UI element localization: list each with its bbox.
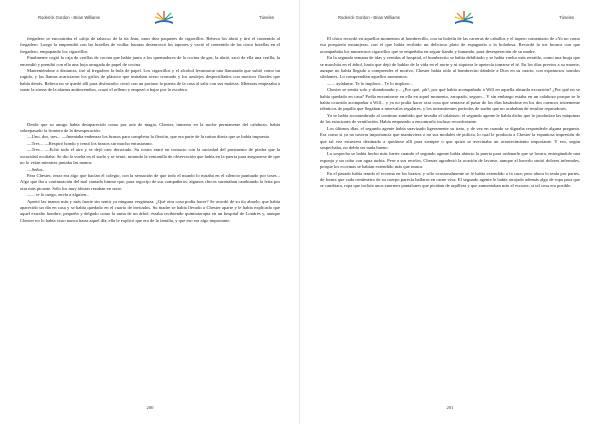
- paragraph: El chico recordó en aquellos momentos al hombrecillo, con su boletín de las carreras de caballos y el áspero comentario de «Yo no como esa porquería extranjera» con el que había recibido un delicioso plato de espaguetis a la boloñesa. Recordó la tos bronca con que acompañaba los numerosos cigarrillos que se empeñaba en seguir liando y fumando, para desesperación de su madre.: [320, 36, 580, 54]
- right-page-body: [314, 36, 586, 190]
- paragraph: La sospecha se había hecho más fuerte cuando el segundo agente había abierto la puerta para ordenarle que se lavara, entregándole una esponja y un cubo con agua turbia. Pese a sus recelos, Chester agradeció la ocasión de lavarse, aunque al hacerlo sintió dolores infernales, porque los eccemas se habían extendido más que nunca.: [320, 151, 580, 170]
- paragraph: En el pasado había tenido el eccema en los brazos, y sólo ocasionalmente se le había extendido a la cara; pero ahora lo tenía por partes, de forma que cada centímetro de su cuerpo parecía hallarse en carne viva. El segundo agente le había arrojado además algo de ropa para que se cambiara, ropa que incluía unos enormes pantalones que picaban de arpillera y que aumentaban más el escozor, si tal cosa era posible.: [320, 170, 580, 189]
- paragraph: —Tres... —Echó todo el aire y se dejó caer derrotado. Su rostro entró en contacto con la suciedad del pavimento de piedra que la oscuridad ocultaba. Se dio la vuelta en el suelo y se sentó, mirando la ventanilla de observación que había en la puerta para asegurarse de que no lo veían mientras juntaba las manos.: [20, 147, 280, 166]
- paragraph: —... ayúdame. Te lo imploro... Te lo imploro...: [327, 80, 413, 86]
- header-author: Roderick Gordon - Brian Williams: [338, 15, 400, 20]
- left-page-body: [14, 36, 286, 224]
- paragraph: —Señor...: [27, 166, 46, 172]
- header-title: Túneles: [559, 15, 574, 20]
- paragraph: —... te lo ruego, envía a alguien...: [27, 192, 90, 198]
- paragraph: Apretó las manos más y más fuerte sin sentir ya ninguna vergüenza. ¿Qué otra cosa podía hacer? Se acordó de su tío abuelo, que había aparecido un día en casa y se había quedado en el cuarto de invitados. Su madre se había llevado a Chester aparte y le había explicado que aquel extraño hombre, pequeño y delgado como la rama de un árbol, estaba recibiendo quimioterapia en un hospital de Londres y, aunque Chester no lo había visto nunca hasta aquel día, ella le explicó que era de la familia, y que eso era algo importante.: [20, 198, 280, 223]
- right-page: [300, 0, 600, 424]
- paragraph: Los últimos días, el segundo agente había suavizado ligeramente su trato, y de vez en cuando se dignaba responderle alguna pregunta. Era como si ya no tuviera importancia que mantuviera o no sus modales de policía, lo cual le producía a Chester la espantosa impresión de que tal vez estuviera destinado a quedarse allí para siempre o que quizá se avecinaba un acontecimiento importante. Y eso, según sospechaba, no debía ser nada bueno.: [320, 125, 580, 150]
- paragraph: Chester se sentía solo y abandonado y... ¿Por qué, ¡ah!, por qué había acompañado a Will en aquella absurda excursión? ¿Por qué no se había quedado en casa? Podía encontrarse en ella en aquel momento, arropado, seguro... Y sin embargo estaba en un calabozo porque se le había ocurrido acompañar a Will... y ya no podía hacer otra cosa que sentarse al pasar de los días basándose en los dos cuencos tristemente idénticos de papilla que llegaban a intervalos regulares, y los intermitentes períodos de sueño que no acababan de resultar reparadores.: [320, 87, 580, 112]
- book-logo-icon: [152, 8, 176, 28]
- paragraph: fregadero se encontraba el «alijo de tabaco» de la tía Jean, unos diez paquetes de cigarrillos. Rebeca los abrió y tiró el contenido al fregadero. Luego la emprendió con las botellas de vodka: baratas desenroscó los tapones y vació el contenido de las cinco botellas en el fregadero, empapando los cigarrillos.: [20, 36, 280, 54]
- paragraph: Manteniéndose a distancia, tiró al fregadero la bola de papel. Los cigarrillos y el alcohol levantaron una llamarada que subió como un rugido, y las llamas acariciaron los grifos de plástico que imitaban acero cromado y los azulejos desportillados con motivos florales que había detrás. Rebeca no se quedó allí para disfrutarlo: cerró con un portazo la puerta de la casa al salir con sus maletas. Mientras empezaba a sonar la sirena de la alarma antiincendios, cruzó el relleno y empezó a bajar por la escalera.: [20, 68, 280, 93]
- paragraph: Ya se había acostumbrado al continuo zumbido que invadía el calabozo: el segundo agente le había dicho que lo producían las máquinas de las estaciones de ventilación. Había empezado a encontrarlo incluso reconfortante.: [320, 112, 580, 125]
- page-number: 200: [146, 405, 154, 410]
- page-header: [314, 6, 586, 30]
- header-author: Roderick Gordon - Brian Williams: [38, 15, 100, 20]
- page-header: [14, 6, 286, 30]
- paragraph: Desde que su amigo había desaparecido como por arte de magia, Chester, inmerso en la noche permanente del calabozo, había sobrepasado la frontera de la desesperación.: [20, 121, 280, 134]
- book-logo-icon: [452, 8, 476, 28]
- paragraph: —Uno, dos, tres... —Intentaba endenzar los brazos para completar la flexión, que era parte de la rutina diaria que se había impuesto.: [27, 134, 271, 140]
- paragraph: Finalmente cogió la caja de cerillas de cocina que había junto a los quemadores de la cocina de gas, la abrió, sacó de ella una cerilla, la encendió y prendió con ella una hoja arrugada de papel de cocina.: [20, 55, 280, 67]
- paragraph: En la segunda semana de idas y venidas al hospital, el hombrecito se había debilitado y se había vuelto más retraído, como una bruja que se marchita en el árbol, hasta que dejó de hablar de la vida en el norte y ni siquiera le apetecía tomarse el té. En los días previos a su muerte, aunque no había llegado a comprender el motivo, Chester había oído al hombrecito dándole a Dios en su cuarto, con espantosos sonidos sibilantes. Lo comprendían aquellos momentos:: [320, 55, 580, 80]
- paragraph: Para Chester, rezar era algo que hacían el colegio, con la sensación de que todo el mundo lo miraba en el silencio puntuado por toses... Algo que iba a continuación del mal cantado himno que, para regocijo de sus compañeros, algunos chicos sazonaban cambiando la letra por otra más picante. Sólo los muy idiotas rezaban en serio.: [20, 172, 280, 191]
- header-title: Túneles: [259, 15, 274, 20]
- paragraph: —Tres... —Respiró hondo y tensó los brazos sin mucho entusiasmo.: [27, 140, 153, 146]
- page-number: 201: [446, 405, 454, 410]
